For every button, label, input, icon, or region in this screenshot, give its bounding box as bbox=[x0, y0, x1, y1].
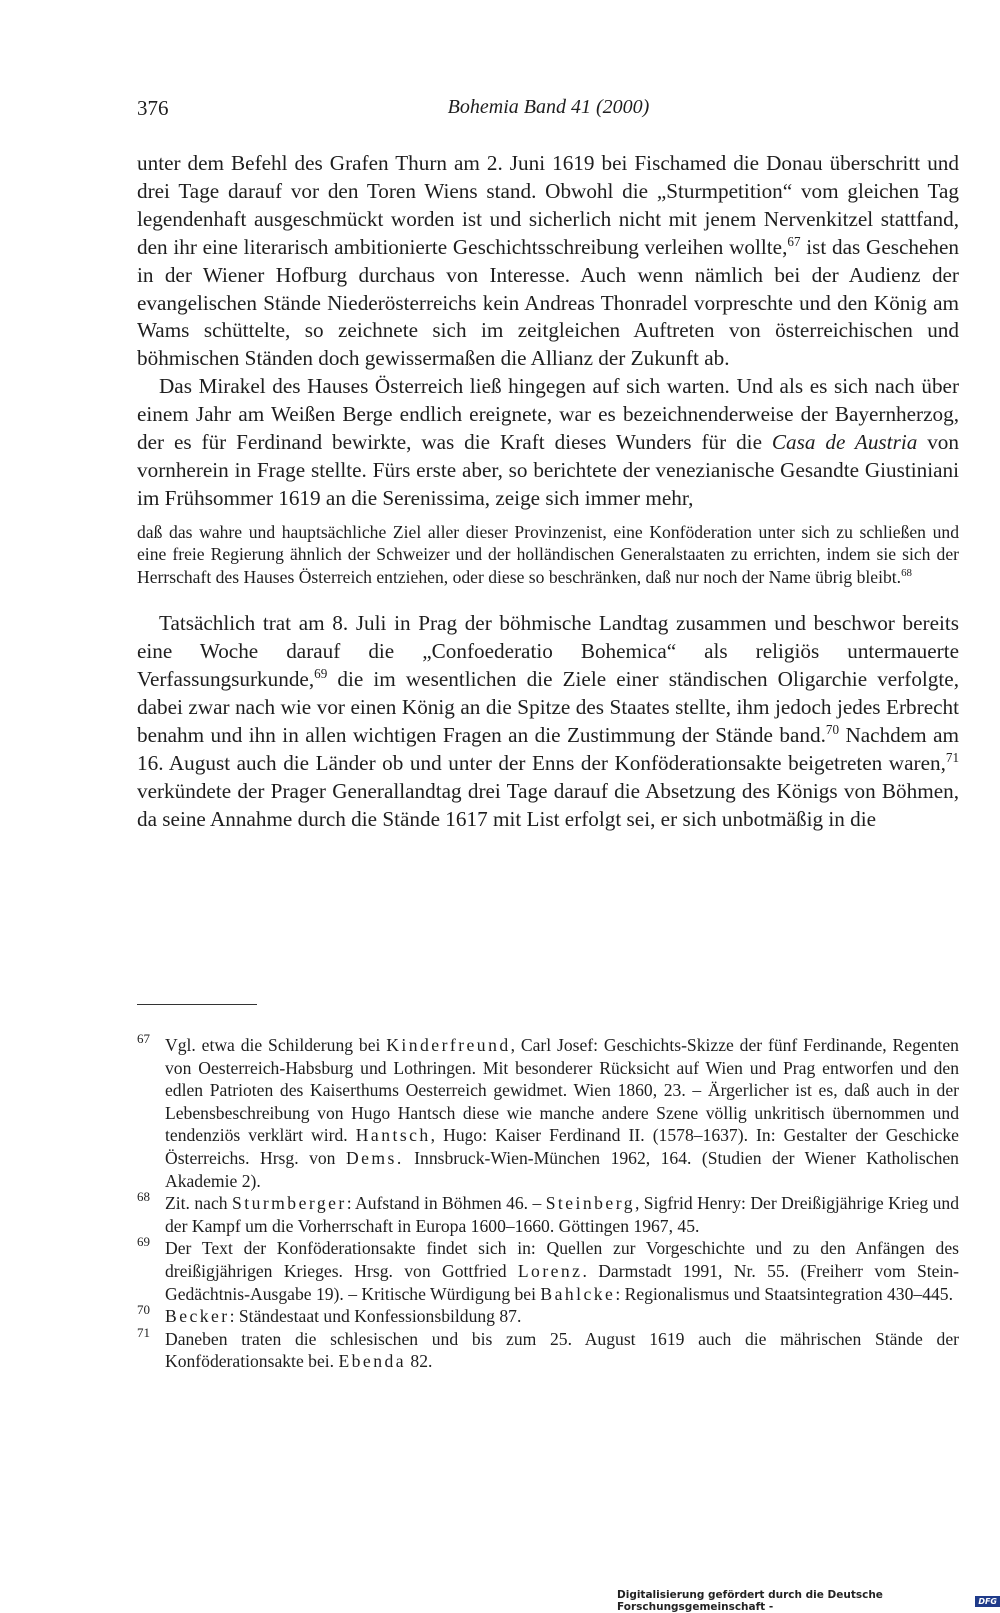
main-text bbox=[137, 150, 959, 834]
page-header bbox=[137, 96, 960, 126]
footnote-68: 68 Zit. nach Sturmberger: Aufstand in Böhmen 46. – Steinberg, Sigfrid Henry: Der Dreißigjährige Krieg und der Kampf um die Vorherrschaft in Europa 1600–1660. Göttingen 1967, 45. bbox=[137, 1189, 959, 1236]
footnote-ref-69[interactable]: 69 bbox=[314, 666, 328, 682]
footnote-ref-67[interactable]: 67 bbox=[787, 233, 801, 249]
page-number: 376 bbox=[137, 96, 169, 120]
running-title: Bohemia Band 41 (2000) bbox=[447, 96, 650, 118]
dfg-logo-icon: DFG bbox=[975, 1596, 1000, 1607]
footnote-divider bbox=[137, 1004, 257, 1005]
footnote-ref-70[interactable]: 70 bbox=[825, 721, 839, 737]
paragraph-2: Das Mirakel des Hauses Österreich ließ hingegen auf sich warten. Und als es sich nach über einem Jahr am Weißen Berge endlich ereignete, war es bezeichnenderweise der Bayernherzog, der es für Ferdinand bewirkte, was die Kraft dieses Wunders für die Casa de Austria von vornherein in Frage stellte. Fürs erste aber, so berichtete der venezianische Gesandte Giustiniani im Frühsommer 1619 an die Serenissima, zeige sich immer mehr, bbox=[137, 374, 959, 510]
footnotes bbox=[137, 1031, 959, 1373]
footnote-ref-68[interactable]: 68 bbox=[901, 566, 912, 579]
block-quote: daß das wahre und hauptsächliche Ziel aller dieser Provinzenist, eine Konföderation unter sich zu schließen und eine freie Regierung ähnlich der Schweizer und der holländischen Generalstaaten zu errichten, indem sie sich der Herrschaft des Hauses Österreich entziehen, oder diese so beschränken, daß nur noch der Name übrig bleibt.$^{68}$ bbox=[137, 521, 959, 587]
paragraph-3: Tatsächlich trat am 8. Juli in Prag der böhmische Landtag zusammen und beschwor bereits eine Woche darauf die „Confoederatio Bohemica“ als religiös untermauerte Verfassungsurkunde,$^{69}$ die im wesentlichen die Ziele einer ständischen Oligarchie verfolgte, dabei zwar nach wie vor einen König an die Spitze des Staates stellte, ihm jedoch jedes Erbrecht benahm und ihn in allen wichtigen Fragen an die Zustimmung der Stände band.$^{70}$ Nachdem am 16. August auch die Länder ob und unter der Enns der Konföderationsakte beigetreten waren,$^{71}$ verkündete der Prager Generallandtag drei Tage darauf die Absetzung des Königs von Böhmen, da seine Annahme durch die Stände 1617 mit List erfolgt sei, er sich unbotmäßig in die bbox=[137, 611, 959, 831]
footnote-71: 71 Daneben traten die schlesischen und bis zum 25. August 1619 auch die mährischen Stände der Konföderationsakte bei. Ebenda 82. bbox=[137, 1324, 959, 1372]
paragraph-1: unter dem Befehl des Grafen Thurn am 2. Juni 1619 bei Fischamed die Donau überschritt und drei Tage darauf vor den Toren Wiens stand. Obwohl die „Sturmpetition“ vom gleichen Tag legendenhaft ausgeschmückt worden ist und sicherlich nicht mit jenem Nervenkitzel stattfand, den ihr eine literarisch ambitionierte Geschichtsschreibung verleihen wollte,$^{67}$ ist das Geschehen in der Wiener Hofburg durchaus von Interesse. Auch wenn nämlich bei der Audienz der evangelischen Stände Niederösterreichs kein Andreas Thonradel vorpreschte und den König am Wams schüttelte, so zeichnete sich im zeitgleichen Auftreten von österreichischen und böhmischen Ständen doch gewissermaßen die Allianz der Zukunft ab. bbox=[137, 151, 959, 371]
footnote-70: 70 Becker: Ständestaat und Konfessionsbildung 87. bbox=[137, 1302, 522, 1327]
footnote-69: 69 Der Text der Konföderationsakte findet sich in: Quellen zur Vorgeschichte und zu den Anfängen des dreißigjährigen Krieges. Hrsg. von Gottfried Lorenz. Darmstadt 1991, Nr. 55. (Freiherr vom Stein-Gedächtnis-Ausgabe 19). – Kritische Würdigung bei Bahlcke: Regionalismus und Staatsintegration 430–445. bbox=[137, 1234, 959, 1304]
digitization-footer bbox=[617, 1589, 1000, 1613]
footnote-ref-71[interactable]: 71 bbox=[945, 749, 959, 765]
footnote-67: 67 Vgl. etwa die Schilderung bei Kinderfreund, Carl Josef: Geschichts-Skizze der fünf Ferdinande, Regenten von Oesterreich-Habsburg und Lothringen. Mit besonderer Rücksicht auf Wien und Prag entworfen und den edlen Patrioten des Kaiserthums Oesterreich gewidmet. Wien 1860, 23. – Ärgerlicher ist es, daß auch in der Lebensbeschreibung von Hugo Hantsch diese wie manche andere Szene völlig unkritisch übernommen und tendenziös verklärt wird. Hantsch, Hugo: Kaiser Ferdinand II. (1578–1637). In: Gestalter der Geschicke Österreichs. Hrsg. von Dems. Innsbruck-Wien-München 1962, 164. (Studien der Wiener Katholischen Akademie 2). bbox=[137, 1031, 959, 1191]
footer-credit: Digitalisierung gefördert durch die Deutsche Forschungsgemeinschaft - bbox=[617, 1589, 883, 1613]
